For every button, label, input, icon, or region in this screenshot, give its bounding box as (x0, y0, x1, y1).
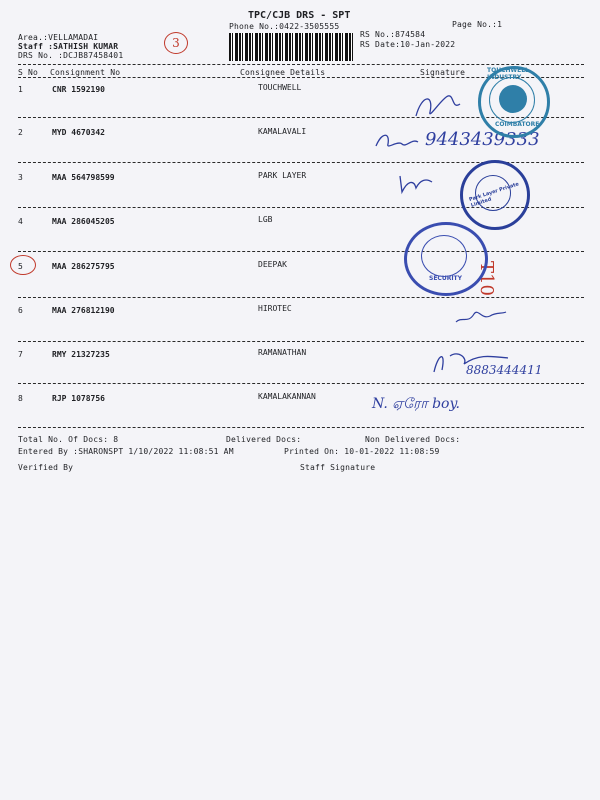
row-consignment: RJP 1078756 (52, 394, 105, 403)
divider (18, 427, 584, 428)
company-stamp-touchwell (478, 66, 550, 138)
row-sno: 5 (18, 262, 23, 271)
area-field: Area.:VELLAMADAI (18, 33, 99, 42)
divider (18, 297, 584, 298)
row-sno: 7 (18, 350, 23, 359)
handwritten-mark-row5: T10 (476, 261, 497, 296)
row-consignee: LGB (258, 215, 273, 224)
page-number: Page No.:1 (452, 20, 503, 29)
stamp-top-text: TOUCHWELL INDUSTRY (487, 67, 529, 81)
row-consignment: MAA 276812190 (52, 306, 115, 315)
row-consignee: KAMALAVALI (258, 127, 307, 136)
col-signature: Signature (420, 68, 466, 77)
circled-mark (164, 32, 188, 54)
delivered-docs: Delivered Docs: (226, 435, 302, 444)
document-title: TPC/CJB DRS - SPT (248, 10, 351, 21)
security-stamp (404, 222, 488, 296)
row-consignee: KAMALAKANNAN (258, 392, 316, 401)
row-consignment: MYD 4670342 (52, 128, 105, 137)
printed-on: Printed On: 10-01-2022 11:08:59 (284, 447, 440, 456)
signature-row6 (450, 302, 510, 330)
total-docs: Total No. Of Docs: 8 (18, 435, 119, 444)
row-consignment: CNR 1592190 (52, 85, 105, 94)
red-circle-mark (10, 255, 36, 275)
signature-row2 (372, 128, 422, 154)
col-sno: S No (18, 68, 39, 77)
staff-signature: Staff Signature (300, 463, 376, 472)
col-consignment: Consignment No (50, 68, 121, 77)
col-consignee: Consignee Details (240, 68, 326, 77)
phone-number: Phone No.:0422-3505555 (229, 22, 340, 31)
rs-number: RS No.:874584 (360, 30, 426, 39)
signature-row1 (408, 88, 488, 124)
drs-number: DRS No. :DCJB87458401 (18, 51, 124, 60)
barcode (229, 33, 353, 61)
row-sno: 8 (18, 394, 23, 403)
handwritten-phone-row7: 8883444411 (466, 363, 543, 377)
row-sno: 3 (18, 173, 23, 182)
stamp-bottom-text: COIMBATORE (495, 121, 540, 128)
row-consignment: RMY 21327235 (52, 350, 110, 359)
row-consignment: MAA 564798599 (52, 173, 115, 182)
staff-field: Staff :SATHISH KUMAR (18, 42, 119, 51)
non-delivered-docs: Non Delivered Docs: (365, 435, 461, 444)
rs-date: RS Date:10-Jan-2022 (360, 40, 456, 49)
handwritten-note-row8: N. ஏரோ boy. (372, 396, 460, 412)
row-consignee: DEEPAK (258, 260, 287, 269)
row-sno: 6 (18, 306, 23, 315)
divider (18, 251, 584, 252)
divider (18, 383, 584, 384)
row-consignment: MAA 286045205 (52, 217, 115, 226)
row-consignee: TOUCHWELL (258, 83, 302, 92)
row-sno: 4 (18, 217, 23, 226)
row-consignment: MAA 286275795 (52, 262, 115, 271)
entered-by: Entered By :SHARONSPT 1/10/2022 11:08:51 AM (18, 447, 234, 456)
signature-row3 (396, 172, 436, 196)
row-consignee: PARK LAYER (258, 171, 307, 180)
row-sno: 1 (18, 85, 23, 94)
divider (18, 64, 584, 65)
stamp-security-text: SECURITY (429, 275, 462, 282)
row-consignee: HIROTEC (258, 304, 292, 313)
divider (18, 341, 584, 342)
row-sno: 2 (18, 128, 23, 137)
circled-mark-text: 3 (172, 36, 180, 50)
stamp-parklayer-text: Park Layer Private Limited (468, 181, 520, 209)
company-stamp-parklayer (460, 160, 530, 230)
handwritten-phone-row2: 9443439333 (425, 129, 540, 150)
verified-by: Verified By (18, 463, 74, 472)
row-consignee: RAMANATHAN (258, 348, 307, 357)
